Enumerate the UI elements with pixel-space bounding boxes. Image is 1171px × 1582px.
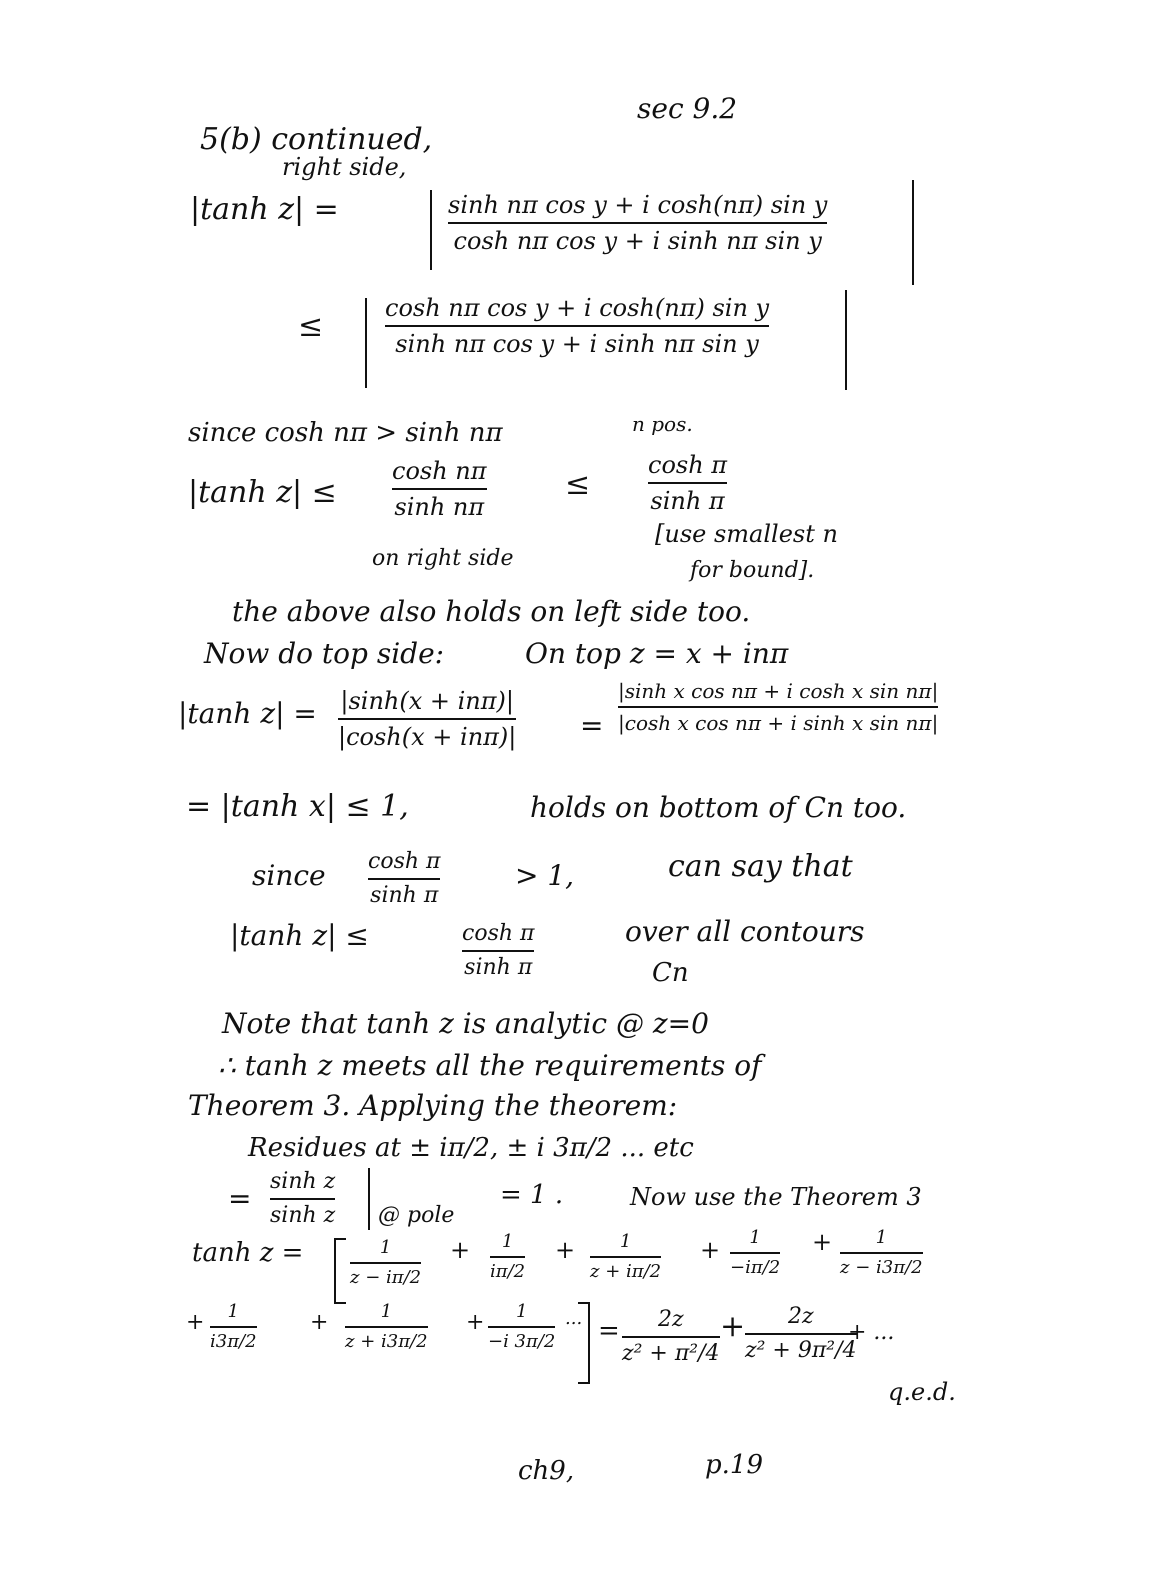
denominator: z² + 9π²/4: [745, 1338, 857, 1364]
sum-term-2: [745, 1305, 857, 1363]
page-number: p.19: [705, 1450, 763, 1480]
leq-sign-1: ≤: [298, 309, 324, 344]
fraction-cosh-pi-3: [462, 922, 534, 980]
bottom-of-cn-note: holds on bottom of Cn too.: [530, 791, 907, 824]
left-bracket: [334, 1238, 346, 1304]
denominator: z + i3π/2: [345, 1330, 428, 1352]
tanh-top-lhs: |tanh z| =: [178, 697, 317, 730]
fraction-bar: [648, 482, 727, 484]
n-positive-note: n pos.: [632, 412, 693, 436]
numerator: |sinh(x + inπ)|: [340, 687, 514, 715]
use-smallest-n-note: [use smallest n: [655, 520, 838, 548]
plus-op-7: +: [466, 1310, 485, 1335]
top-side-heading: Now do top side:: [204, 637, 445, 670]
numerator: 1: [379, 1237, 392, 1258]
abs-bar-right-2: [845, 290, 847, 390]
numerator: sinh z: [270, 1169, 336, 1194]
tanh-series-lhs: tanh z =: [192, 1238, 304, 1268]
numerator: cosh π: [462, 921, 535, 946]
fraction-bar: [840, 1252, 923, 1254]
term-z-minus-i-pi-half: [350, 1238, 421, 1288]
applying-theorem: Theorem 3. Applying the theorem:: [188, 1089, 678, 1122]
greater-than-one: > 1,: [515, 859, 575, 892]
numerator: 2z: [657, 1307, 684, 1332]
fraction-bar: [490, 1256, 525, 1258]
denominator: −i 3π/2: [488, 1330, 556, 1352]
equals-sign-series: =: [598, 1316, 620, 1346]
fraction-bar: [368, 878, 440, 880]
fraction-bar: [462, 950, 534, 952]
fraction-bar: [590, 1256, 661, 1258]
since-label: since: [252, 859, 326, 892]
denominator-1: cosh nπ cos y + i sinh nπ sin y: [453, 227, 822, 256]
plus-op-4: +: [812, 1228, 833, 1256]
fraction-bar: [618, 706, 938, 708]
numerator: 1: [380, 1301, 393, 1322]
fraction-bar: [270, 1198, 335, 1200]
numerator: 1: [501, 1231, 514, 1252]
fraction-bar: [730, 1252, 780, 1254]
plus-op-2: +: [555, 1236, 576, 1264]
fraction-bar: [745, 1333, 857, 1335]
denominator: z + iπ/2: [590, 1260, 662, 1282]
term-z-minus-i-3pi-half: [840, 1228, 923, 1278]
residues-at-poles: Residues at ± iπ/2, ± i 3π/2 ... etc: [248, 1133, 694, 1163]
numerator-1: sinh nπ cos y + i cosh(nπ) sin y: [448, 191, 828, 219]
series-tail: + ...: [848, 1320, 895, 1345]
fraction-expanded-top: [618, 680, 938, 734]
plus-op-6: +: [310, 1310, 329, 1335]
denominator: −iπ/2: [730, 1256, 781, 1278]
numerator: 2z: [787, 1304, 814, 1329]
denominator: iπ/2: [490, 1260, 526, 1282]
numerator: cosh nπ: [392, 457, 487, 485]
right-bracket: [578, 1302, 590, 1384]
numerator: 1: [875, 1227, 888, 1248]
on-top-equation: On top z = x + inπ: [525, 637, 789, 670]
series-dots: ...: [565, 1308, 583, 1329]
plus-op-1: +: [450, 1236, 471, 1264]
subtitle-label: right side,: [282, 153, 407, 181]
denominator: i3π/2: [210, 1330, 257, 1352]
meets-requirements: ∴ tanh z meets all the requirements of: [218, 1049, 762, 1082]
fraction-bar: [488, 1326, 555, 1328]
denominator: |cosh(x + inπ)|: [338, 723, 517, 752]
now-use-theorem: Now use the Theorem 3: [630, 1183, 922, 1211]
fraction-cosh-over-sinh: [385, 295, 769, 358]
numerator: 1: [515, 1301, 528, 1322]
since-cosh-gt-sinh: since cosh nπ > sinh nπ: [188, 418, 503, 448]
denominator: sinh nπ: [394, 493, 485, 522]
chapter-label: ch9,: [518, 1456, 575, 1486]
problem-label: 5(b) continued,: [200, 122, 433, 157]
denominator: sinh π: [650, 487, 725, 516]
term-minus-i-pi-half: [730, 1228, 780, 1278]
plus-op-3: +: [700, 1236, 721, 1264]
over-all-contours: over all contours: [625, 915, 865, 948]
tanh-x-bound: = |tanh x| ≤ 1,: [186, 789, 409, 824]
equals-sign-3: =: [580, 709, 604, 742]
denominator: z − i3π/2: [840, 1256, 923, 1278]
cn-label: Cn: [652, 958, 689, 988]
plus-sign-sum: +: [720, 1309, 746, 1344]
residue-equals: =: [228, 1182, 252, 1215]
numerator: cosh π: [648, 451, 728, 479]
tanh-bound-lhs: |tanh z| ≤: [188, 475, 337, 510]
term-minus-i-3pi-half: [488, 1302, 555, 1352]
abs-bar-right-1: [912, 180, 914, 285]
numerator: 1: [227, 1301, 239, 1322]
tanh-all-contours-lhs: |tanh z| ≤: [230, 919, 369, 952]
fraction-sinh-over-sinh: [270, 1170, 335, 1228]
denominator: sinh z: [270, 1203, 336, 1229]
note-analytic: Note that tanh z is analytic @ z=0: [222, 1007, 709, 1040]
fraction-cosh-pi: [648, 452, 727, 515]
evaluation-bar: [368, 1168, 370, 1230]
numerator: 1: [749, 1227, 761, 1248]
at-pole-label: @ pole: [378, 1203, 455, 1228]
numerator: 1: [619, 1231, 632, 1252]
leq-sign-2: ≤: [565, 467, 591, 502]
denominator: z² + π²/4: [622, 1341, 720, 1367]
term-z-plus-i-pi-half: [590, 1232, 661, 1282]
sum-term-1: [622, 1308, 720, 1366]
fraction-cosh-n-pi: [392, 458, 487, 521]
plus-op-5: +: [186, 1310, 205, 1335]
numerator-2: cosh nπ cos y + i cosh(nπ) sin y: [385, 294, 770, 322]
qed-label: q.e.d.: [888, 1378, 956, 1406]
fraction-bar: [448, 222, 827, 224]
equals-one: = 1 .: [500, 1180, 564, 1210]
on-right-side-note: on right side: [372, 546, 514, 571]
denominator: sinh π: [464, 955, 533, 981]
fraction-sinh-over-cosh: [448, 192, 827, 255]
fraction-bar: [385, 325, 769, 327]
section-label: sec 9.2: [637, 92, 738, 125]
abs-bar-left-2: [365, 298, 367, 388]
fraction-bar: [210, 1326, 257, 1328]
abs-bar-left-1: [430, 190, 432, 270]
denominator: |cosh x cos nπ + i sinh x sin nπ|: [618, 711, 939, 735]
tanh-modulus-lhs: |tanh z| =: [190, 192, 339, 227]
denominator: z − iπ/2: [350, 1266, 422, 1288]
for-bound-note: for bound].: [690, 558, 815, 583]
fraction-bar: [350, 1262, 421, 1264]
numerator: cosh π: [368, 849, 441, 874]
term-i-3pi-half: [210, 1302, 257, 1352]
denominator: sinh π: [370, 883, 439, 909]
left-side-too: the above also holds on left side too.: [232, 595, 751, 628]
numerator: |sinh x cos nπ + i cosh x sin nπ|: [618, 679, 939, 703]
fraction-bar: [622, 1336, 720, 1338]
denominator-2: sinh nπ cos y + i sinh nπ sin y: [395, 330, 759, 359]
fraction-sinh-cosh-top: [338, 688, 516, 751]
can-say-that: can say that: [668, 849, 853, 884]
fraction-bar: [338, 718, 516, 720]
fraction-bar: [345, 1326, 428, 1328]
fraction-cosh-pi-2: [368, 850, 440, 908]
fraction-bar: [392, 488, 487, 490]
term-i-pi-half: [490, 1232, 525, 1282]
term-z-plus-i-3pi-half: [345, 1302, 428, 1352]
